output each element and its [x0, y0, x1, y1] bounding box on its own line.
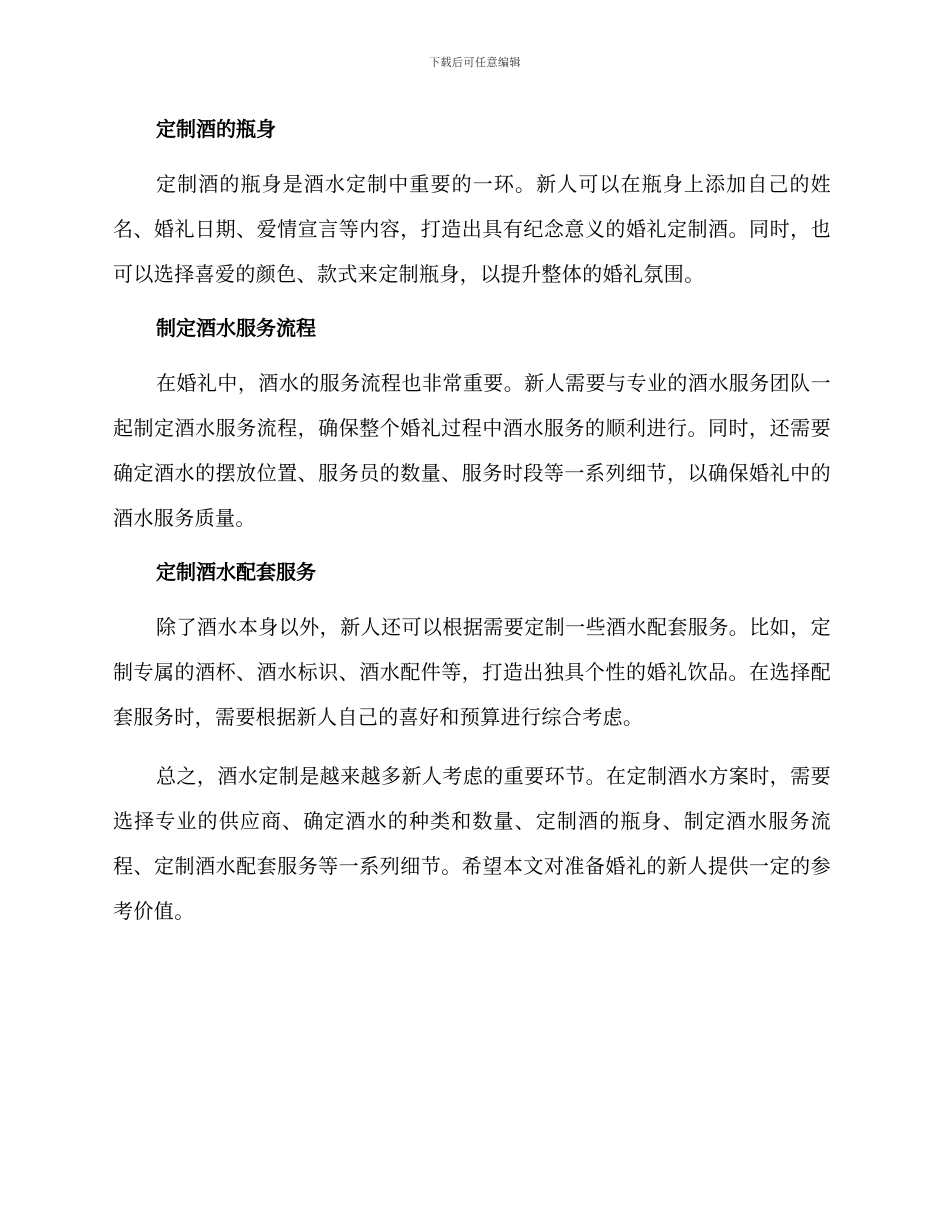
section-paragraph-supporting-services: 除了酒水本身以外，新人还可以根据需要定制一些酒水配套服务。比如，定制专属的酒杯、酒水标识、酒水配件等，打造出独具个性的婚礼饮品。在选择配套服务时，需要根据新人自己的喜好和预算进行综合考虑。: [113, 615, 831, 729]
conclusion-paragraph: 总之，酒水定制是越来越多新人考虑的重要环节。在定制酒水方案时，需要选择专业的供应商、确定酒水的种类和数量、定制酒的瓶身、制定酒水服务流程、定制酒水配套服务等一系列细节。希望本文对准备婚礼的新人提供一定的参考价值。: [113, 764, 831, 923]
section-heading-supporting-services: 定制酒水配套服务: [156, 560, 316, 584]
document-body: [113, 112, 831, 934]
page-header-note: 下载后可任意编辑: [429, 56, 521, 69]
section-heading-bottle: 定制酒的瓶身: [156, 117, 276, 141]
section-heading-service-process: 制定酒水服务流程: [156, 316, 316, 340]
section-paragraph-bottle: 定制酒的瓶身是酒水定制中重要的一环。新人可以在瓶身上添加自己的姓名、婚礼日期、爱情宣言等内容，打造出具有纪念意义的婚礼定制酒。同时，也可以选择喜爱的颜色、款式来定制瓶身，以提升整体的婚礼氛围。: [113, 172, 831, 286]
section-paragraph-service-process: 在婚礼中，酒水的服务流程也非常重要。新人需要与专业的酒水服务团队一起制定酒水服务流程，确保整个婚礼过程中酒水服务的顺利进行。同时，还需要确定酒水的摆放位置、服务员的数量、服务时段等一系列细节，以确保婚礼中的酒水服务质量。: [113, 371, 831, 530]
